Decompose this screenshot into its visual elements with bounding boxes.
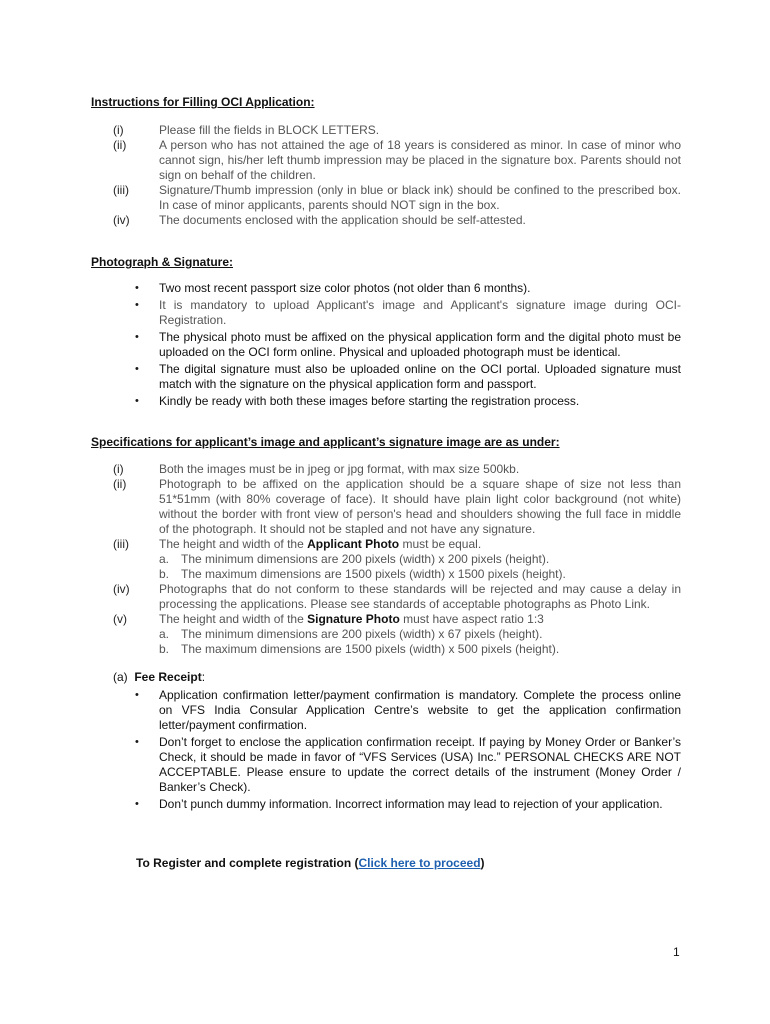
text-segment: The height and width of the: [159, 537, 308, 551]
sub-item: [159, 552, 681, 567]
list-item: [91, 138, 681, 183]
item-text: Photographs that do not conform to these standards will be rejected and may cause a delay in processing the applications. Please see standards of acceptable photographs as Photo Link.: [159, 582, 681, 611]
bullet-text: Kindly be ready with both these images before starting the registration process.: [159, 394, 580, 408]
list-item: [91, 477, 681, 537]
item-number: (ii): [113, 138, 127, 152]
fee-receipt-list: [91, 688, 681, 812]
bullet-text: Don’t forget to enclose the application confirmation receipt. If paying by Money Order or Banker’s Check, it should be made in favor of “VFS Services (USA) Inc.” PERSONAL CHECKS ARE NOT ACCEPTABLE. Please ensure to update the correct details of the instrument (Money Order / Banker’s Check).: [159, 735, 681, 794]
heading-colon: :: [201, 670, 206, 684]
bullet-item: [91, 298, 681, 328]
item-text: Signature/Thumb impression (only in blue or black ink) should be confined to the prescribed box. In case of minor applicants, parents should NOT sign in the box.: [159, 183, 681, 212]
bullet-item: [91, 394, 681, 409]
list-item: [91, 183, 681, 213]
bold-term: Signature Photo: [307, 612, 400, 626]
list-item: [91, 123, 681, 138]
bullet-item: [91, 362, 681, 392]
bullet-icon: [135, 362, 139, 377]
sub-item-letter: b.: [159, 642, 170, 656]
sub-item-letter: a.: [159, 627, 170, 641]
bullet-icon: [135, 688, 139, 703]
bullet-icon: [135, 298, 139, 313]
photo-signature-heading: [91, 255, 233, 269]
text-segment: must have aspect ratio 1:3: [399, 612, 544, 626]
bullet-text: Application confirmation letter/payment confirmation is mandatory. Complete the process online on VFS India Consular Application Centre’s website to get the application confirmation letter/payment confirmation.: [159, 688, 681, 732]
instructions-heading: Instructions for Filling OCI Application:: [91, 95, 315, 109]
sub-item-letter: a.: [159, 552, 170, 566]
register-suffix: ): [480, 856, 485, 870]
bullet-text: The digital signature must also be uploaded online on the OCI portal. Uploaded signature must match with the signature on the physical application form and passport.: [159, 362, 681, 391]
sub-item-text: The minimum dimensions are 200 pixels (width) x 67 pixels (height).: [181, 627, 543, 641]
item-number: (i): [113, 462, 124, 476]
list-item: [91, 462, 681, 477]
sub-item: [159, 567, 681, 582]
item-text: A person who has not attained the age of 18 years is considered as minor. In case of minor who cannot sign, his/her left thumb impression may be placed in the signature box. Parents should not sign on behalf of the children.: [159, 138, 681, 182]
bullet-text: Two most recent passport size color photos (not older than 6 months).: [159, 281, 531, 295]
bullet-icon: [135, 797, 139, 812]
sub-item-letter: b.: [159, 567, 170, 581]
heading-colon: :: [229, 255, 233, 269]
item-number: (iv): [113, 582, 130, 596]
bullet-icon: [135, 394, 139, 409]
item-number: (iii): [113, 537, 129, 551]
sub-item-text: The maximum dimensions are 1500 pixels (width) x 500 pixels (height).: [181, 642, 560, 656]
specifications-list: [91, 462, 681, 657]
sub-item: [159, 627, 681, 642]
item-text: Both the images must be in jpeg or jpg format, with max size 500kb.: [159, 462, 520, 476]
text-segment: must be equal.: [399, 537, 482, 551]
bullet-item: [91, 330, 681, 360]
bullet-item: [91, 735, 681, 795]
bullet-item: [91, 281, 681, 296]
register-prefix: To Register and complete registration (: [136, 856, 359, 870]
bold-term: Applicant Photo: [307, 537, 400, 551]
list-item: [91, 582, 681, 612]
bullet-text: It is mandatory to upload Applicant's image and Applicant's signature image during OCI-Registration.: [159, 298, 681, 327]
fee-receipt-title: Fee Receipt: [134, 670, 202, 684]
sub-item-text: The maximum dimensions are 1500 pixels (width) x 1500 pixels (height).: [181, 567, 566, 581]
proceed-link[interactable]: Click here to proceed: [358, 856, 481, 870]
item-text: The documents enclosed with the application should be self-attested.: [159, 213, 526, 227]
list-item: [91, 612, 681, 627]
bullet-text: Don’t punch dummy information. Incorrect information may lead to rejection of your application.: [159, 797, 663, 811]
fee-receipt-label: (a): [113, 670, 128, 684]
instructions-list: [91, 123, 681, 228]
text-segment: The height and width of the: [159, 612, 308, 626]
item-text: [159, 612, 681, 627]
bullet-icon: [135, 735, 139, 750]
item-text: [159, 537, 681, 552]
photo-signature-list: [91, 281, 681, 409]
item-number: (i): [113, 123, 124, 137]
bullet-item: [91, 797, 681, 812]
item-text: Please fill the fields in BLOCK LETTERS.: [159, 123, 380, 137]
photo-signature-title: Photograph & Signature: [91, 255, 229, 269]
item-number: (ii): [113, 477, 127, 491]
item-text: Photograph to be affixed on the application should be a square shape of size not less than 51*51mm (with 80% coverage of face). It should have plain light color background (not white) without the border with front view of person's head and shoulders showing the full face in middle of the photograph. It should not be stapled and not have any signature.: [159, 477, 681, 536]
sub-item-text: The minimum dimensions are 200 pixels (width) x 200 pixels (height).: [181, 552, 550, 566]
bullet-item: [91, 688, 681, 733]
item-number: (v): [113, 612, 127, 626]
page-number: 1: [673, 945, 680, 959]
item-number: (iv): [113, 213, 130, 227]
list-item: [91, 213, 681, 228]
bullet-icon: [135, 330, 139, 345]
bullet-text: The physical photo must be affixed on the physical application form and the digital photo must be uploaded on the OCI form online. Physical and uploaded photograph must be identical.: [159, 330, 681, 359]
register-line: [136, 856, 485, 870]
bullet-icon: [135, 281, 139, 296]
specifications-heading: Specifications for applicant’s image and applicant’s signature image are as under:: [91, 435, 560, 449]
fee-receipt-heading: [113, 670, 205, 684]
sub-item: [159, 642, 681, 657]
list-item: [91, 537, 681, 552]
item-number: (iii): [113, 183, 129, 197]
